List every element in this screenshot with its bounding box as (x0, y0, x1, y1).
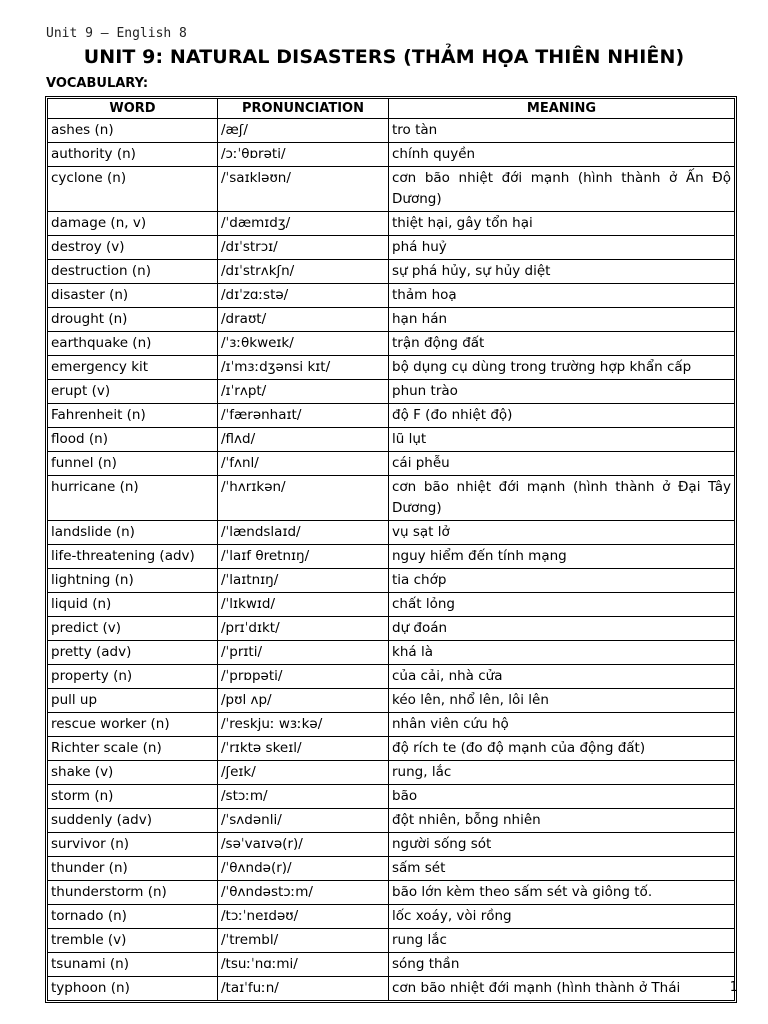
vocabulary-table-body (48, 119, 735, 1001)
meaning-cell: thảm hoạ (389, 284, 735, 308)
pronunciation-cell: /dɪˈzɑːstə/ (218, 284, 389, 308)
pronunciation-cell: /ˈreskjuː wɜːkə/ (218, 713, 389, 737)
meaning-cell: khá là (389, 641, 735, 665)
pronunciation-cell: /ʃeɪk/ (218, 761, 389, 785)
pronunciation-cell: /pʊl ʌp/ (218, 689, 389, 713)
meaning-cell: thiệt hại, gây tổn hại (389, 212, 735, 236)
meaning-cell: độ rích te (đo độ mạnh của động đất) (389, 737, 735, 761)
pronunciation-cell: /ˈprɪti/ (218, 641, 389, 665)
table-row (48, 785, 735, 809)
pronunciation-cell: /prɪˈdɪkt/ (218, 617, 389, 641)
word-cell: rescue worker (n) (48, 713, 218, 737)
word-cell: life-threatening (adv) (48, 545, 218, 569)
table-row (48, 713, 735, 737)
word-cell: erupt (v) (48, 380, 218, 404)
meaning-cell: người sống sót (389, 833, 735, 857)
meaning-cell: trận động đất (389, 332, 735, 356)
column-header-meaning: MEANING (389, 99, 735, 119)
meaning-cell: dự đoán (389, 617, 735, 641)
word-cell: ashes (n) (48, 119, 218, 143)
table-row (48, 857, 735, 881)
pronunciation-cell: /ˈlændslaɪd/ (218, 521, 389, 545)
word-cell: shake (v) (48, 761, 218, 785)
table-row (48, 569, 735, 593)
meaning-cell: sóng thần (389, 953, 735, 977)
pronunciation-cell: /flʌd/ (218, 428, 389, 452)
pronunciation-cell: /taɪˈfuːn/ (218, 977, 389, 1001)
meaning-cell: của cải, nhà cửa (389, 665, 735, 689)
vocabulary-table-frame (45, 96, 737, 1003)
table-row (48, 356, 735, 380)
word-cell: pretty (adv) (48, 641, 218, 665)
pronunciation-cell: /draʊt/ (218, 308, 389, 332)
table-row (48, 833, 735, 857)
pronunciation-cell: /ˈsaɪkləʊn/ (218, 167, 389, 212)
pronunciation-cell: /ˈlaɪtnɪŋ/ (218, 569, 389, 593)
word-cell: Richter scale (n) (48, 737, 218, 761)
column-header-pronunciation: PRONUNCIATION (218, 99, 389, 119)
meaning-cell: lũ lụt (389, 428, 735, 452)
word-cell: destroy (v) (48, 236, 218, 260)
meaning-cell: nguy hiểm đến tính mạng (389, 545, 735, 569)
page-number: 1 (729, 980, 738, 995)
table-row (48, 617, 735, 641)
table-row (48, 905, 735, 929)
meaning-cell: lốc xoáy, vòi rồng (389, 905, 735, 929)
pronunciation-cell: /ˈhʌrɪkən/ (218, 476, 389, 521)
meaning-cell: tro tàn (389, 119, 735, 143)
pronunciation-cell: /stɔːm/ (218, 785, 389, 809)
word-cell: property (n) (48, 665, 218, 689)
meaning-cell: sự phá hủy, sự hủy diệt (389, 260, 735, 284)
table-row (48, 143, 735, 167)
meaning-cell: cơn bão nhiệt đới mạnh (hình thành ở Đại Tây Dương) (389, 476, 735, 521)
pronunciation-cell: /ɔːˈθɒrəti/ (218, 143, 389, 167)
table-row (48, 521, 735, 545)
pronunciation-cell: /ˈdæmɪdʒ/ (218, 212, 389, 236)
word-cell: destruction (n) (48, 260, 218, 284)
pronunciation-cell: /ˈtrembl/ (218, 929, 389, 953)
word-cell: earthquake (n) (48, 332, 218, 356)
meaning-cell: nhân viên cứu hộ (389, 713, 735, 737)
word-cell: Fahrenheit (n) (48, 404, 218, 428)
pronunciation-cell: /ˈfærənhaɪt/ (218, 404, 389, 428)
meaning-cell: phun trào (389, 380, 735, 404)
table-row (48, 953, 735, 977)
word-cell: tsunami (n) (48, 953, 218, 977)
table-row (48, 167, 735, 212)
pronunciation-cell: /ˈlɪkwɪd/ (218, 593, 389, 617)
meaning-cell: bão lớn kèm theo sấm sét và giông tố. (389, 881, 735, 905)
pronunciation-cell: /ɪˈmɜːdʒənsi kɪt/ (218, 356, 389, 380)
table-row (48, 308, 735, 332)
meaning-cell: sấm sét (389, 857, 735, 881)
pronunciation-cell: /ˈlaɪf θretnɪŋ/ (218, 545, 389, 569)
word-cell: cyclone (n) (48, 167, 218, 212)
table-row (48, 428, 735, 452)
table-row (48, 809, 735, 833)
meaning-cell: chính quyền (389, 143, 735, 167)
table-row (48, 452, 735, 476)
word-cell: predict (v) (48, 617, 218, 641)
word-cell: authority (n) (48, 143, 218, 167)
word-cell: disaster (n) (48, 284, 218, 308)
word-cell: survivor (n) (48, 833, 218, 857)
vocabulary-table (47, 98, 735, 1001)
meaning-cell: vụ sạt lở (389, 521, 735, 545)
word-cell: thunderstorm (n) (48, 881, 218, 905)
meaning-cell: cơn bão nhiệt đới mạnh (hình thành ở Thái (389, 977, 735, 1001)
table-row (48, 380, 735, 404)
pronunciation-cell: /æʃ/ (218, 119, 389, 143)
word-cell: hurricane (n) (48, 476, 218, 521)
meaning-cell: độ F (đo nhiệt độ) (389, 404, 735, 428)
word-cell: lightning (n) (48, 569, 218, 593)
table-row (48, 977, 735, 1001)
word-cell: liquid (n) (48, 593, 218, 617)
table-row (48, 929, 735, 953)
word-cell: drought (n) (48, 308, 218, 332)
table-row (48, 260, 735, 284)
table-row (48, 665, 735, 689)
table-row (48, 641, 735, 665)
word-cell: damage (n, v) (48, 212, 218, 236)
meaning-cell: bão (389, 785, 735, 809)
word-cell: pull up (48, 689, 218, 713)
section-label: VOCABULARY: (46, 76, 149, 91)
meaning-cell: rung, lắc (389, 761, 735, 785)
meaning-cell: phá huỷ (389, 236, 735, 260)
table-row (48, 881, 735, 905)
pronunciation-cell: /ˈɜːθkweɪk/ (218, 332, 389, 356)
pronunciation-cell: /tsuːˈnɑːmi/ (218, 953, 389, 977)
table-row (48, 284, 735, 308)
pronunciation-cell: /dɪˈstrɔɪ/ (218, 236, 389, 260)
pronunciation-cell: /ˈprɒpəti/ (218, 665, 389, 689)
word-cell: flood (n) (48, 428, 218, 452)
pronunciation-cell: /ɪˈrʌpt/ (218, 380, 389, 404)
table-row (48, 332, 735, 356)
pronunciation-cell: /ˈθʌndəstɔːm/ (218, 881, 389, 905)
word-cell: emergency kit (48, 356, 218, 380)
pronunciation-cell: /tɔːˈneɪdəʊ/ (218, 905, 389, 929)
page-title: UNIT 9: NATURAL DISASTERS (THẢM HỌA THIÊN NHIÊN) (83, 46, 685, 68)
table-header-row (48, 99, 735, 119)
table-row (48, 761, 735, 785)
meaning-cell: cái phễu (389, 452, 735, 476)
word-cell: tornado (n) (48, 905, 218, 929)
meaning-cell: cơn bão nhiệt đới mạnh (hình thành ở Ấn Độ Dương) (389, 167, 735, 212)
table-row (48, 119, 735, 143)
meaning-cell: kéo lên, nhổ lên, lôi lên (389, 689, 735, 713)
meaning-cell: đột nhiên, bỗng nhiên (389, 809, 735, 833)
pronunciation-cell: /səˈvaɪvə(r)/ (218, 833, 389, 857)
meaning-cell: chất lỏng (389, 593, 735, 617)
meaning-cell: hạn hán (389, 308, 735, 332)
table-row (48, 476, 735, 521)
pronunciation-cell: /ˈθʌndə(r)/ (218, 857, 389, 881)
pronunciation-cell: /ˈrɪktə skeɪl/ (218, 737, 389, 761)
word-cell: landslide (n) (48, 521, 218, 545)
word-cell: suddenly (adv) (48, 809, 218, 833)
word-cell: tremble (v) (48, 929, 218, 953)
table-row (48, 404, 735, 428)
pronunciation-cell: /dɪˈstrʌkʃn/ (218, 260, 389, 284)
word-cell: funnel (n) (48, 452, 218, 476)
pronunciation-cell: /ˈsʌdənli/ (218, 809, 389, 833)
meaning-cell: rung lắc (389, 929, 735, 953)
word-cell: typhoon (n) (48, 977, 218, 1001)
running-header: Unit 9 – English 8 (46, 26, 187, 41)
pronunciation-cell: /ˈfʌnl/ (218, 452, 389, 476)
meaning-cell: tia chớp (389, 569, 735, 593)
meaning-cell: bộ dụng cụ dùng trong trường hợp khẩn cấp (389, 356, 735, 380)
table-row (48, 236, 735, 260)
table-row (48, 545, 735, 569)
table-row (48, 737, 735, 761)
word-cell: thunder (n) (48, 857, 218, 881)
table-row (48, 593, 735, 617)
column-header-word: WORD (48, 99, 218, 119)
table-row (48, 689, 735, 713)
word-cell: storm (n) (48, 785, 218, 809)
table-row (48, 212, 735, 236)
